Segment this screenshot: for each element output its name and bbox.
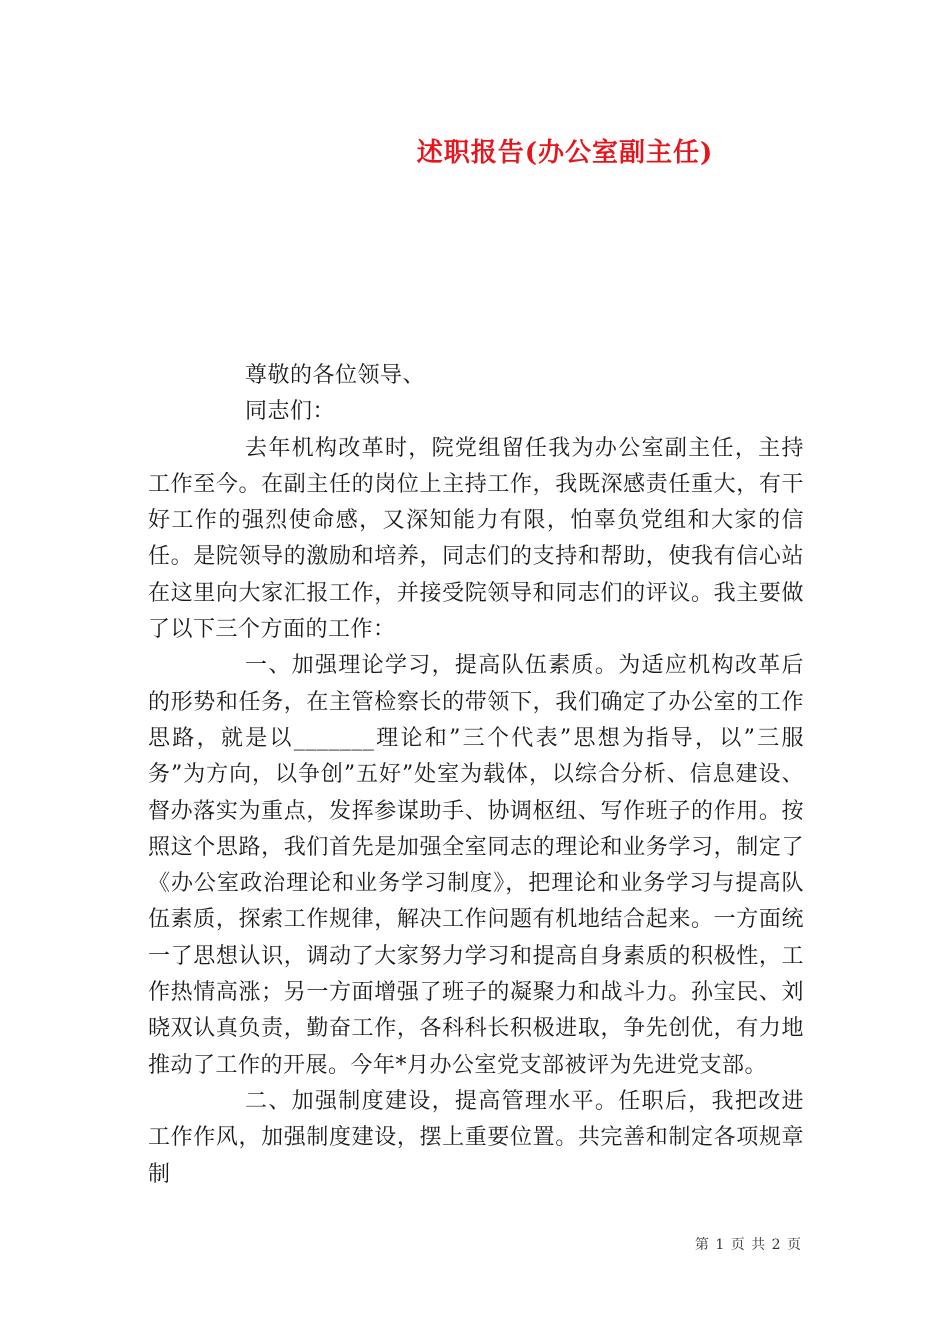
document-title: 述职报告(办公室副主任) [416, 138, 714, 168]
page-number-footer: 第 1 页 共 2 页 [694, 1237, 802, 1253]
paragraph-intro: 去年机构改革时，院党组留任我为办公室副主任，主持工作至今。在副主任的岗位上主持工作，我既深感责任重大，有干好工作的强烈使命感，又深知能力有限，怕辜负党组和大家的信任。是院领导的激励和培养，同志们的支持和帮助，使我有信心站在这里向大家汇报工作，并接受院领导和同志们的评议。我主要做了以下三个方面的工作： [148, 435, 804, 643]
paragraph-section-1: 一、加强理论学习，提高队伍素质。为适应机构改革后的形势和任务，在主管检察长的带领下，我们确定了办公室的工作思路，就是以_______理论和”三个代表”思想为指导，以”三服务”为方向，以争创”五好”处室为载体，以综合分析、信息建设、督办落实为重点，发挥参谋助手、协调枢纽、写作班子的作用。按照这个思路，我们首先是加强全室同志的理论和业务学习，制定了《办公室政治理论和业务学习制度》，把理论和业务学习与提高队伍素质，探索工作规律，解决工作问题有机地结合起来。一方面统一了思想认识，调动了大家努力学习和提高自身素质的积极性，工作热情高涨；另一方面增强了班子的凝聚力和战斗力。孙宝民、刘晓双认真负责，勤奋工作，各科科长积极进取，争先创优，有力地推动了工作的开展。今年*月办公室党支部被评为先进党支部。 [148, 653, 804, 1078]
salutation-line-1: 尊敬的各位领导、 [245, 363, 426, 388]
document-body [148, 358, 804, 1193]
salutation-line-2: 同志们： [245, 399, 336, 425]
paragraph-section-2: 二、加强制度建设，提高管理水平。任职后，我把改进工作作风，加强制度建设，摆上重要位置。共完善和制定各项规章制 [148, 1088, 804, 1187]
